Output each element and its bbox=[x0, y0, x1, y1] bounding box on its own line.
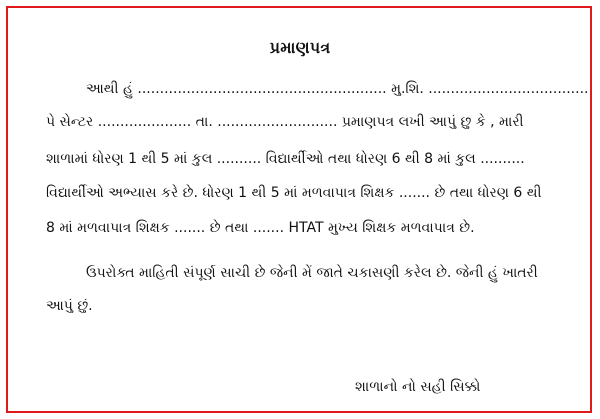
text-line-2: પે સેન્ટર ..................... તા. ........................... પ્રમાણપત્ર લખી આપું છુ કે , મારી bbox=[46, 114, 524, 130]
signature-label: શાળાનો નો સહી સિક્કો bbox=[355, 379, 481, 395]
certificate-title: પ્રમાણપત્ર bbox=[269, 38, 331, 57]
text-line-1: આથી હું ........................................................ મુ.શિ. .................................... bbox=[86, 81, 589, 97]
text-line-5: 8 માં મળવાપાત્ર શિક્ષક ....... છે તથા ....... HTAT મુખ્ય શિક્ષક મળવાપાત્ર છે. bbox=[46, 220, 475, 236]
text-line-7: આપું છું. bbox=[46, 298, 93, 314]
text-line-6: ઉપરોક્ત માહિતી સંપૂર્ણ સાચી છે જેની મેં જાતે ચકાસણી કરેલ છે. જેની હું ખાતરી bbox=[86, 265, 538, 281]
text-line-3: શાળામાં ધોરણ 1 થી 5 માં કુલ .......... વિદ્યાર્થીઓ તથા ધોરણ 6 થી 8 માં કુલ .......... bbox=[46, 151, 525, 167]
certificate-border bbox=[6, 6, 592, 413]
text-line-4: વિદ્યાર્થીઓ અભ્યાસ કરે છે. ધોરણ 1 થી 5 માં મળવાપાત્ર શિક્ષક ....... છે તથા ધોરણ 6 થી bbox=[46, 185, 542, 201]
